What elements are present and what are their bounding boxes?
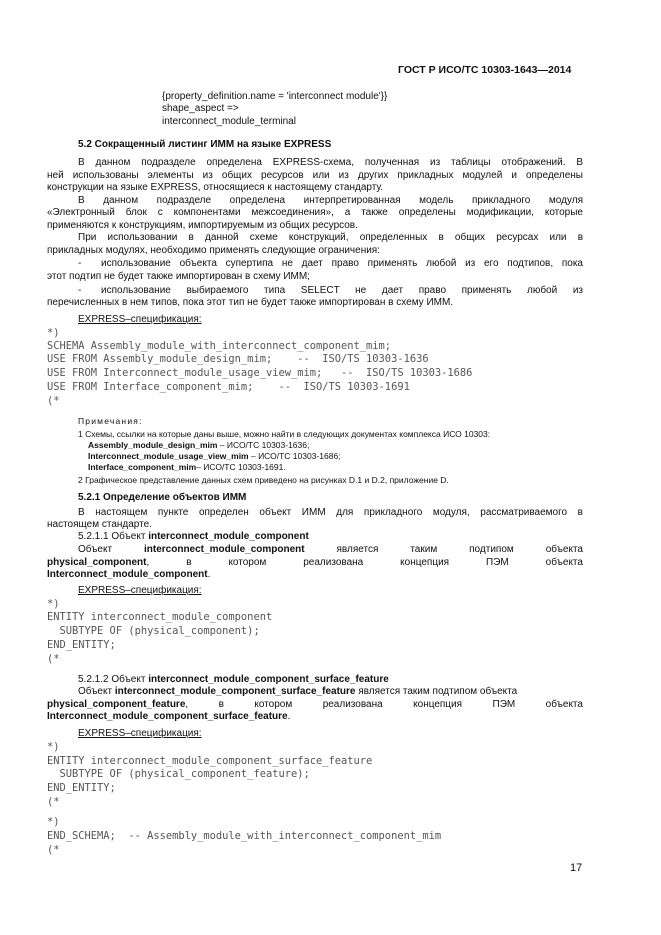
word: реализована	[322, 699, 383, 710]
code-line: USE FROM Interface_component_mim; -- ISO/TS 10303-1691	[47, 381, 410, 393]
schema-name: Interface_component_mim	[88, 462, 197, 472]
code-line: (*	[47, 653, 60, 665]
bullet-line: перечисленных в нем типов, пока этот тип не будет также импортирован в схему ИММ.	[47, 297, 454, 308]
word: является	[336, 544, 379, 555]
word: .	[287, 711, 291, 722]
entity-name: physical_component	[47, 557, 147, 568]
bullet-dash: -	[78, 285, 82, 296]
heading-prefix: 5.2.1.2 Объект	[78, 674, 149, 685]
code-line: SCHEMA Assembly_module_with_interconnect_component_mim;	[47, 340, 392, 352]
word: реализована	[303, 557, 364, 568]
word: таким	[410, 544, 438, 555]
word: подтипом	[469, 544, 514, 555]
word: объекта	[545, 699, 583, 710]
definition-line	[47, 699, 583, 711]
note-1-ref	[88, 451, 341, 461]
bullet-line: использование объекта супертипа не дает право применять любой из его подтипов, пока	[101, 258, 583, 269]
paragraph-line: При использовании в данной схеме конструкций, определенных в общих ресурсах или в	[78, 232, 583, 243]
bullet-line: этот подтип не будет также импортирован в схему ИММ;	[47, 271, 310, 282]
definition-line	[47, 557, 583, 569]
word: концепция	[413, 699, 463, 710]
entity-name: Interconnect_module_component	[47, 569, 208, 580]
code-line: END_SCHEMA; -- Assembly_module_with_interconnect_component_mim	[47, 830, 442, 842]
document-id-header: ГОСТ Р ИСО/ТС 10303-1643—2014	[398, 64, 572, 76]
entity-name: interconnect_module_component_surface_feature	[148, 674, 389, 685]
code-line: END_ENTITY;	[47, 639, 116, 651]
code-line: USE FROM Assembly_module_design_mim; -- ISO/TS 10303-1636	[47, 353, 429, 365]
schema-ref: – ИСО/ТС 10303-1636;	[217, 440, 310, 450]
code-line: *)	[47, 327, 60, 339]
word: ПЭМ	[492, 699, 516, 710]
definition-line	[47, 711, 290, 723]
entity-name: physical_component_feature	[47, 699, 186, 710]
definition-line	[78, 686, 517, 698]
section-heading-5-2-1: 5.2.1 Определение объектов ИММ	[78, 492, 247, 503]
schema-name: Assembly_module_design_mim	[88, 440, 218, 450]
schema-name: Interconnect_module_usage_view_mim	[88, 451, 249, 461]
bullet-line: использование выбираемого типа SELECT не дает право применять любой из	[101, 285, 583, 296]
code-line: (*	[47, 395, 60, 407]
word: ,	[185, 699, 189, 710]
paragraph-line: ней использованы элементы из общих ресурсов или из других прикладных модулей и определены	[47, 170, 583, 181]
paragraph-line: прикладных модулях, необходимо применять следующие ограничения:	[47, 245, 380, 256]
notes-title: Примечания:	[78, 416, 143, 426]
note-1: 1 Схемы, ссылки на которые даны выше, можно найти в следующих документах комплекса ИСО 10303:	[78, 429, 491, 439]
code-line: SUBTYPE OF (physical_component);	[47, 625, 260, 637]
mapping-line: {property_definition.name = 'interconnect module'}}	[162, 91, 388, 102]
express-spec-label: EXPRESS–спецификация:	[78, 585, 202, 596]
express-spec-label: EXPRESS–спецификация:	[78, 314, 202, 325]
word: концепция	[400, 557, 450, 568]
mapping-line: shape_aspect =>	[162, 103, 239, 114]
paragraph-line: «Электронный блок с компонентами межсоединения», а также определены модификации, которые	[47, 207, 583, 218]
note-1-ref	[88, 462, 286, 472]
bullet-dash: -	[78, 258, 82, 269]
word: котором	[228, 557, 267, 568]
paragraph-line: В настоящем пункте определен объект ИММ для прикладного модуля, рассматриваемого в	[78, 507, 583, 518]
word: является таким подтипом объекта	[355, 686, 518, 697]
subsection-heading-5-2-1-2	[78, 674, 389, 686]
heading-prefix: 5.2.1.1 Объект	[78, 531, 149, 542]
paragraph-line: конструкции на языке EXPRESS, относящиеся к настоящему стандарту.	[47, 182, 384, 193]
word: в	[186, 557, 192, 568]
word: объекта	[545, 557, 583, 568]
code-line: SUBTYPE OF (physical_component_feature);	[47, 768, 310, 780]
paragraph-line: применяются к конструкциям, импортируемым из общих ресурсов.	[47, 220, 358, 231]
paragraph-line: В данном подразделе определена интерпретированная модель прикладного модуля	[78, 195, 583, 206]
code-line: USE FROM Interconnect_module_usage_view_mim; -- ISO/TS 10303-1686	[47, 367, 473, 379]
definition-line	[47, 569, 210, 581]
entity-name: Interconnect_module_component_surface_feature	[47, 711, 288, 722]
page-number: 17	[570, 862, 583, 874]
word: ,	[146, 557, 150, 568]
schema-ref: – ИСО/ТС 10303-1691.	[196, 462, 286, 472]
code-line: (*	[47, 844, 60, 856]
entity-name: interconnect_module_component	[148, 531, 309, 542]
word: ПЭМ	[486, 557, 509, 568]
express-spec-label: EXPRESS–спецификация:	[78, 728, 202, 739]
code-line: END_ENTITY;	[47, 782, 116, 794]
word: .	[207, 569, 211, 580]
code-line: *)	[47, 598, 60, 610]
code-line: ENTITY interconnect_module_component	[47, 611, 273, 623]
schema-ref: – ИСО/ТС 10303-1686;	[248, 451, 341, 461]
entity-name: interconnect_module_component	[144, 544, 305, 555]
code-line: ENTITY interconnect_module_component_surface_feature	[47, 755, 373, 767]
paragraph-line: В данном подразделе определена EXPRESS-схема, полученная из таблицы отображений. В	[78, 157, 583, 168]
code-line: (*	[47, 796, 60, 808]
word: Объект	[78, 686, 115, 697]
code-line: *)	[47, 741, 60, 753]
code-line: *)	[47, 816, 60, 828]
note-2: 2 Графическое представление данных схем приведено на рисунках D.1 и D.2, приложение D.	[78, 475, 449, 485]
note-1-ref	[88, 440, 309, 450]
word: объекта	[545, 544, 583, 555]
definition-line	[78, 544, 583, 556]
mapping-line: interconnect_module_terminal	[162, 116, 296, 127]
subsection-heading-5-2-1-1	[78, 531, 309, 543]
paragraph-line: настоящем стандарте.	[47, 519, 152, 530]
word: в	[218, 699, 224, 710]
section-heading-5-2: 5.2 Сокращенный листинг ИММ на языке EXPRESS	[78, 139, 332, 150]
word: котором	[254, 699, 293, 710]
word: Объект	[78, 544, 113, 555]
entity-name: interconnect_module_component_surface_feature	[114, 686, 356, 697]
